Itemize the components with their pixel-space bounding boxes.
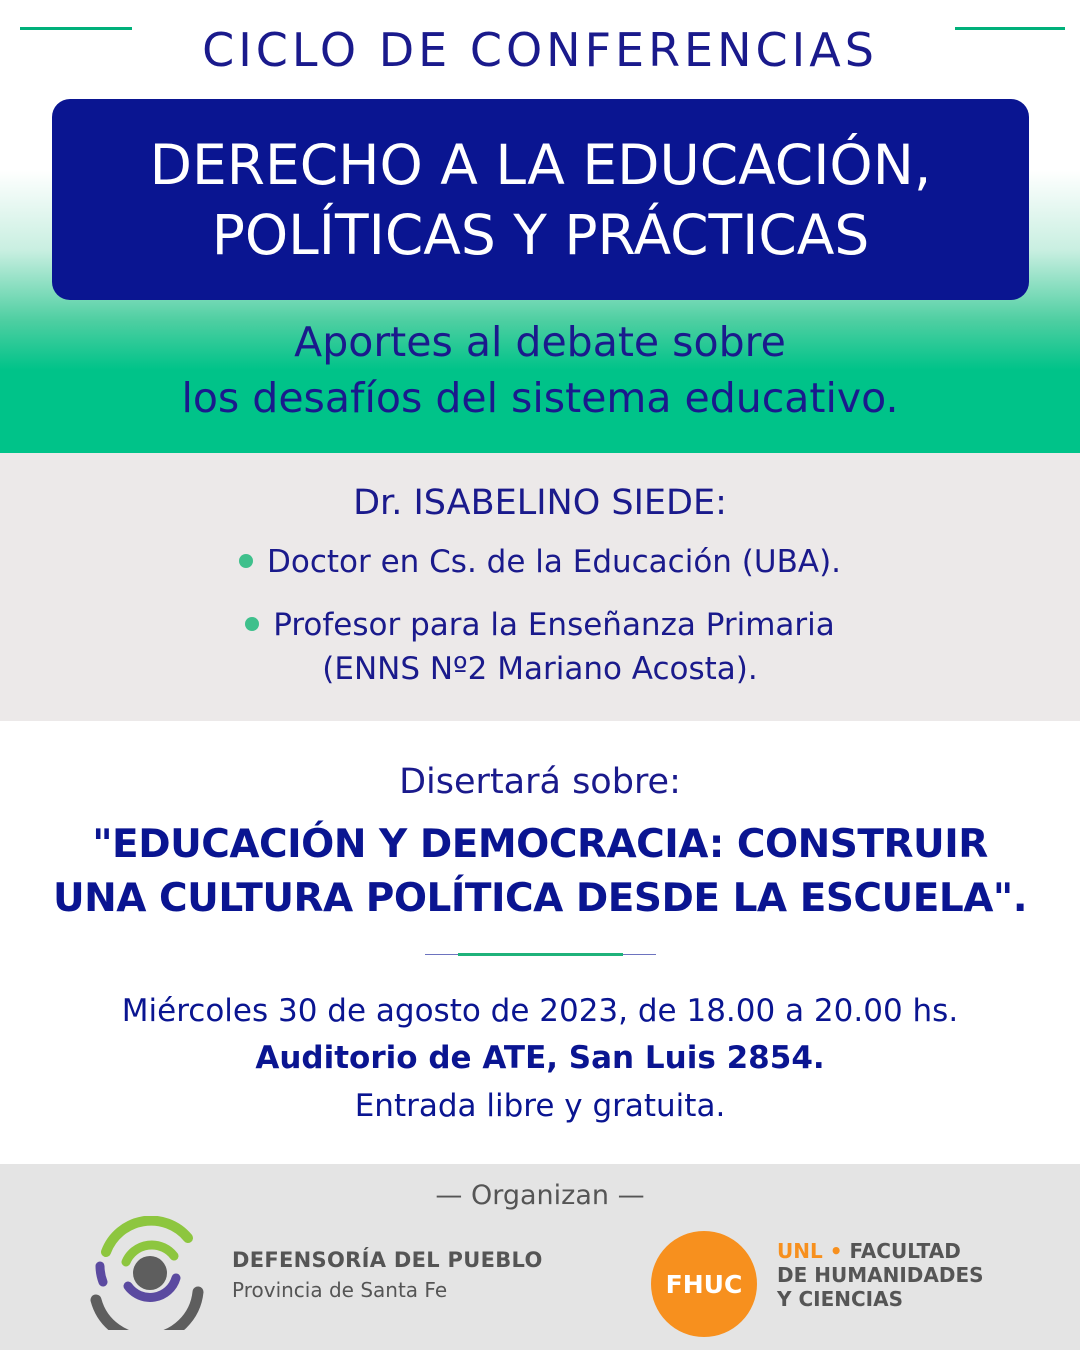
- talk-title: [0, 818, 1080, 926]
- credential-item: [0, 540, 1080, 584]
- fhuc-logo-icon: [651, 1231, 757, 1337]
- event-date: Miércoles 30 de agosto de 2023, de 18.00 a 20.00 hs.: [121, 993, 959, 1029]
- fhuc-line-1: FACULTAD: [849, 1239, 961, 1263]
- defensoria-name: DEFENSORÍA DEL PUEBLO: [232, 1248, 543, 1272]
- unl-label: UNL: [777, 1239, 823, 1263]
- speaker-section: [0, 453, 1080, 721]
- fhuc-text: UNL • FACULTAD DE HUMANIDADES Y CIENCIAS: [777, 1239, 984, 1311]
- subtitle-line-2: los desafíos del sistema educativo.: [181, 374, 899, 422]
- talk-title-line-2: UNA CULTURA POLÍTICA DESDE LA ESCUELA".: [52, 876, 1028, 921]
- cycle-title-row: [0, 22, 1080, 78]
- defensoria-text: [232, 1248, 543, 1302]
- organizers-label: — Organizan —: [435, 1180, 645, 1211]
- speaker-name: Dr. ISABELINO SIEDE:: [353, 483, 727, 523]
- event-entry: Entrada libre y gratuita.: [354, 1088, 726, 1124]
- header-section: [0, 0, 1080, 453]
- main-title-box: [52, 99, 1029, 300]
- defensoria-subtitle: Provincia de Santa Fe: [232, 1278, 448, 1302]
- defensoria-logo-icon: [88, 1216, 213, 1330]
- credential-text-continued: (ENNS Nº2 Mariano Acosta).: [322, 651, 758, 687]
- talk-title-line-1: "EDUCACIÓN Y DEMOCRACIA: CONSTRUIR: [92, 822, 988, 867]
- subtitle: [0, 314, 1080, 426]
- credential-text: Profesor para la Enseñanza Primaria: [273, 607, 835, 643]
- subtitle-line-1: Aportes al debate sobre: [294, 318, 786, 366]
- fhuc-line-2: DE HUMANIDADES: [777, 1263, 984, 1287]
- cycle-title: CICLO DE CONFERENCIAS: [202, 23, 878, 77]
- talk-lead: Disertará sobre:: [399, 762, 681, 802]
- fhuc-logo-text: FHUC: [665, 1269, 743, 1299]
- footer: [0, 1164, 1080, 1350]
- divider-inner: [458, 953, 623, 956]
- main-title-line-1: DERECHO A LA EDUCACIÓN,: [149, 132, 932, 197]
- credential-item: [0, 603, 1080, 691]
- event-venue: Auditorio de ATE, San Luis 2854.: [255, 1040, 825, 1076]
- credential-text: Doctor en Cs. de la Educación (UBA).: [266, 544, 842, 580]
- bullet-dot-icon: [245, 617, 259, 631]
- fhuc-line-3: Y CIENCIAS: [777, 1287, 903, 1311]
- bullet-dot-icon: [239, 554, 253, 568]
- main-title-line-2: POLÍTICAS Y PRÁCTICAS: [211, 202, 870, 267]
